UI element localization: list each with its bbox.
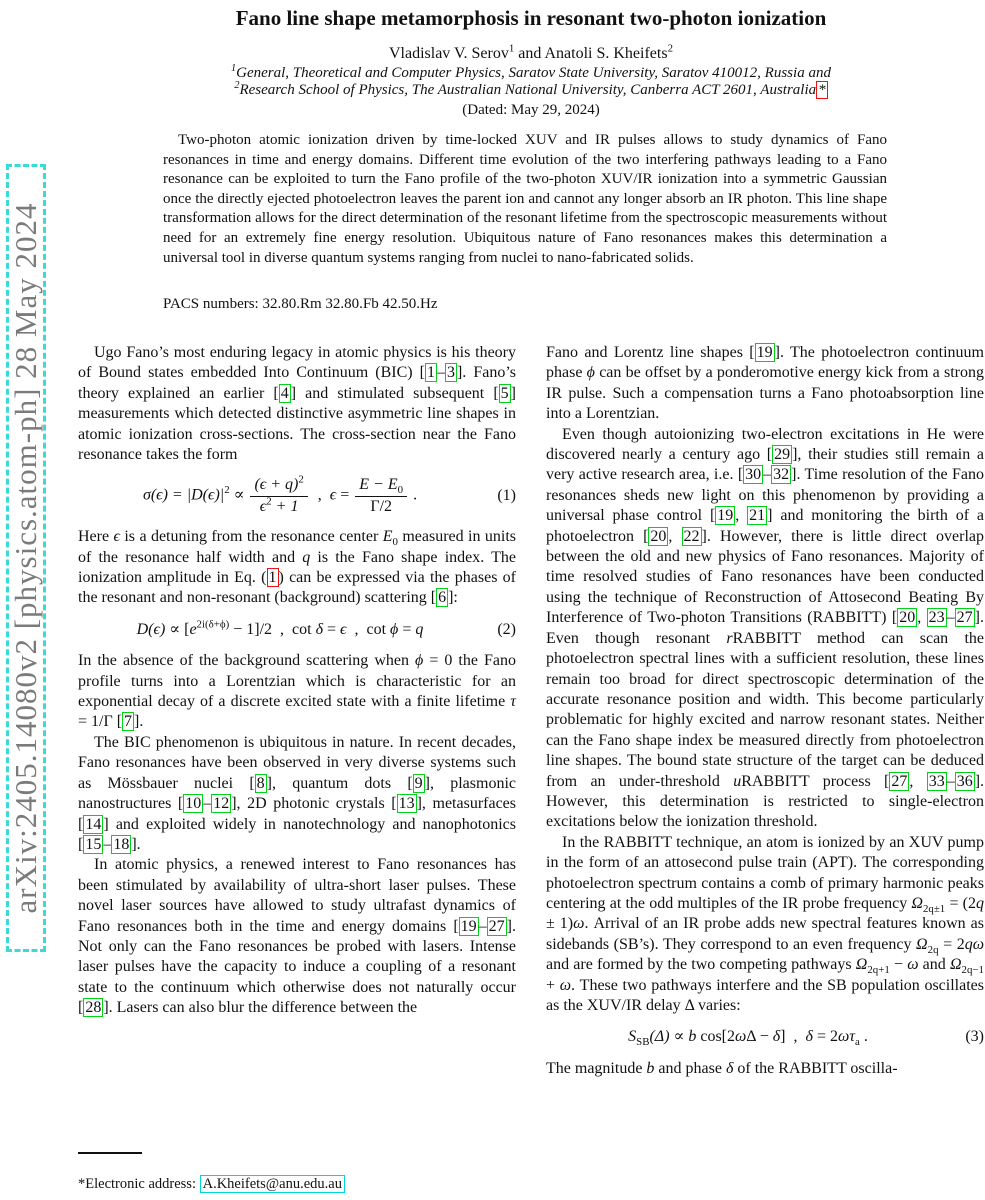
citation-link[interactable]: 27 [488,917,505,935]
paragraph: In the RABBITT technique, an atom is ionized by an XUV pump in the form of an attosecond pulse train (APT). The corresponding photoelectron spectrum contains a comb of primary harmonic peaks centering at the odd multiples of the IR probe frequency $\Omega_{2q\pm 1} = (2q \pm 1)\omega$. Arrival of an IR probe adds new spectral features known as sidebands (SB’s). They correspond to an even frequency $\Omega_{2q} = 2q\omega$ and are formed by the two competing pathways $\Omega_{2q+1} - \omega$ and $\Omega_{2q-1} + \omega$. These two pathways interfere and the SB population oscillates as the XUV/IR delay Δ varies: [546,833,985,1014]
citation-link[interactable]: 36 [956,772,973,790]
equation-number: (2) [497,620,516,638]
paragraph: Here ϵ is a detuning from the resonance center $E_0$ measured in units of the resonance half width and q is the Fano shape index. The ionization amplitude in Eq. ( 1 ) can be expressed via the phases of the resonant and non-resonant (background) scattering [ 6 ]: [78,528,517,607]
citation-link[interactable]: 20 [899,609,916,627]
citation-link[interactable]: 22 [683,527,700,545]
paragraph: The BIC phenomenon is ubiquitous in nature. In recent decades, Fano resonances have been observed in very diverse systems such as Mössbauer nuclei [ 8 ], quantum dots [ 9 ], plasmonic nanostructures [ 10 – 12 ], 2D photonic crystals [ 13 ], metasurfaces [ 14 ] and exploited widely in nanotechnology and nanophotonics [ 15 – 18 ]. [78,733,517,853]
citation-link[interactable]: 9 [414,774,423,792]
citation-link[interactable]: 29 [774,446,791,464]
affiliation-1: $^1$General, Theoretical and Computer Physics, Saratov State University, Saratov 410012, Russia and [231,63,831,81]
footnote-rule [78,1152,142,1154]
citation-link[interactable]: 13 [398,795,415,813]
citation-link[interactable]: 18 [113,835,130,853]
citation-link[interactable]: 19 [717,507,734,525]
abstract: Two-photon atomic ionization driven by time-locked XUV and IR pulses allows to study dynamics of Fano resonances in time and energy domains. Different time evolution of the two interfering pathways leading to a Fano resonance can be exploited to turn the Fano profile of the two-photon XUV/IR ionization into a symmetric Gaussian once the directly ejected photoelectron leaves the parent ion and cannot any longer absorb an IR photon. This line shape transformation allows for the direct determination of the resonant lifetime from the spectroscopic measurements without need for an extremely fine energy resolution. Ubiquitous nature of Fano resonances makes this determination a universal tool in diverse quantum systems ranging from nuclei to nano-fabricated solids. [163,132,887,266]
citation-link[interactable]: 27 [956,609,973,627]
paper-title: Fano line shape metamorphosis in resonant two-photon ionization [235,6,827,30]
citation-link[interactable]: 21 [749,507,766,525]
reference-link[interactable]: * [818,82,826,98]
arxiv-watermark-box [6,164,46,952]
fraction: $\frac{(\epsilon + q)^2}{\epsilon^2 + 1}$ [250,476,307,516]
citation-link[interactable]: 8 [256,774,265,792]
pacs-line: PACS numbers: 32.80.Rm 32.80.Fb 42.50.Hz [163,296,438,312]
equation-number: (1) [497,487,516,505]
footnote: *Electronic address: A.Kheifets@anu.edu.au [78,1176,516,1193]
affiliation-2: $^2$Research School of Physics, The Australian National University, Canberra ACT 2601, Australia * [234,80,826,98]
citation-link[interactable]: 1 [426,364,435,382]
citation-link[interactable]: 3 [446,364,455,382]
citation-link[interactable]: 23 [928,609,945,627]
paragraph: In atomic physics, a renewed interest to Fano resonances has been stimulated by availability of ultra-short laser pulses. These novel laser sources have allowed to study ultrafast dynamics of Fano resonances both in the time and energy domains [ 19 – 27 ]. Not only can the Fano resonances be probed with lasers. Intense laser pulses have the capacity to induce a coupling of a resonant state to the continuum which otherwise does not naturally occur [ 28 ]. Lasers can also blur the difference between the [78,856,516,1017]
citation-link[interactable]: 4 [280,384,289,402]
arxiv-watermark-text: arXiv:2405.14080v2 [physics.atom-ph] 28 May 2024 [8,202,43,914]
citation-link[interactable]: 19 [460,917,477,935]
citation-link[interactable]: 30 [745,466,762,484]
equation-1 [78,476,516,516]
right-column [546,343,984,1079]
fraction: $\frac{E - E_0}{\Gamma/2}$ [355,476,407,516]
citation-link[interactable]: 19 [756,344,773,361]
equation-body: $S_{SB}(\Delta) \propto b$ cos[2ωΔ − δ] , $\delta = 2\omega\tau_a$ . [628,1028,868,1049]
paragraph: In the absence of the background scattering when ϕ = 0 the Fano profile turns into a Lorentzian which is characteristic for an exponential decay of a discrete excited state with a finite lifetime τ = 1/Γ [ 7 ]. [78,652,516,731]
citation-link[interactable]: 32 [773,466,790,484]
equation-body: $\sigma(\epsilon) = |D(\epsilon)|^2$ ∝ $\frac{(\epsilon + q)^2}{\epsilon^2 + 1}$ , ϵ = $\frac{E - E_0}{\Gamma/2}$ . [142,474,418,515]
citation-link[interactable]: 7 [124,713,133,731]
citation-link[interactable]: 20 [650,527,667,545]
citation-link[interactable]: 14 [85,815,102,833]
author-line: Vladislav V. Serov$^1$ and Anatoli S. Kheifets$^2$ [388,42,674,62]
equation-body: $D(\epsilon) \propto [e^{2i(\delta+\phi)} - 1]/2$ , cot δ = ϵ , cot ϕ = q [136,618,424,638]
citation-link[interactable]: 6 [438,589,447,607]
citation-link[interactable]: 10 [185,795,202,813]
paragraph: Ugo Fano’s most enduring legacy in atomic physics is his theory of Bound states embedded Into Continuum (BIC) [ 1 – 3 ]. Fano’s theory explained an earlier [ 4 ] and stimulated subsequent [ 5 ] measurements which detected distinctive asymmetric line shapes in atomic ionization cross-sections. The cross-section near the Fano resonance takes the form [78,344,517,464]
paragraph: Even though autoionizing two-electron excitations in He were discovered nearly a century ago [ 29 ], their studies still remain a very active research area, i.e. [ 30 – 32 ]. Time resolution of the Fano resonances sheds new light on this phenomenon by providing a universal phase control [ 19 , 21 ] and monitoring the birth of a photoelectron [ 20 , 22 ]. However, there is little direct overlap between the old and new physics of Fano resonances. Majority of time resolved studies of Fano resonances have been conducted using the technique of Reconstruction of Attosecond Beating By Interference of Two-photon Transitions (RABBITT) [ 20 , 23 – 27 ]. Even though resonant rRABBITT method can scan the photoelectron spectral lines with a sufficient resolution, these lines remain too broad for direct spectroscopic determination of the accurate resonance position and width. This become particularly problematic for highly excited and narrow resonant states. Neither can the Fano shape index be measured directly from photoelectron line shapes. The bound state structure of the target can be deduced from an under-threshold uRABBITT process [ 27 , 33 – 36 ]. However, this determination is restricted to single-electron excitations below the ionization threshold. [546,425,985,831]
equation-3 [546,1027,984,1047]
paper-header [78,6,984,119]
citation-link[interactable]: 28 [85,999,102,1017]
dated-line: (Dated: May 29, 2024) [462,102,600,118]
equation-number: (3) [965,1028,984,1046]
citation-link[interactable]: 27 [891,772,908,790]
citation-link[interactable]: 15 [85,835,102,853]
email-link[interactable]: A.Kheifets@anu.edu.au [200,1175,345,1193]
citation-link[interactable]: 33 [928,772,945,790]
left-column [78,343,516,1019]
citation-link[interactable]: 12 [213,795,230,813]
paragraph: The magnitude b and phase δ of the RABBITT oscilla- [546,1059,898,1077]
reference-link[interactable]: 1 [268,569,277,587]
paragraph: Fano and Lorentz line shapes [ 19 ]. The photoelectron continuum phase ϕ can be offset by a ponderomotive energy kick from a strong IR pulse. Such a compensation turns a Fano photoabsorption line into a Lorentzian. [546,344,984,423]
citation-link[interactable]: 5 [500,384,509,402]
equation-2 [78,620,516,640]
